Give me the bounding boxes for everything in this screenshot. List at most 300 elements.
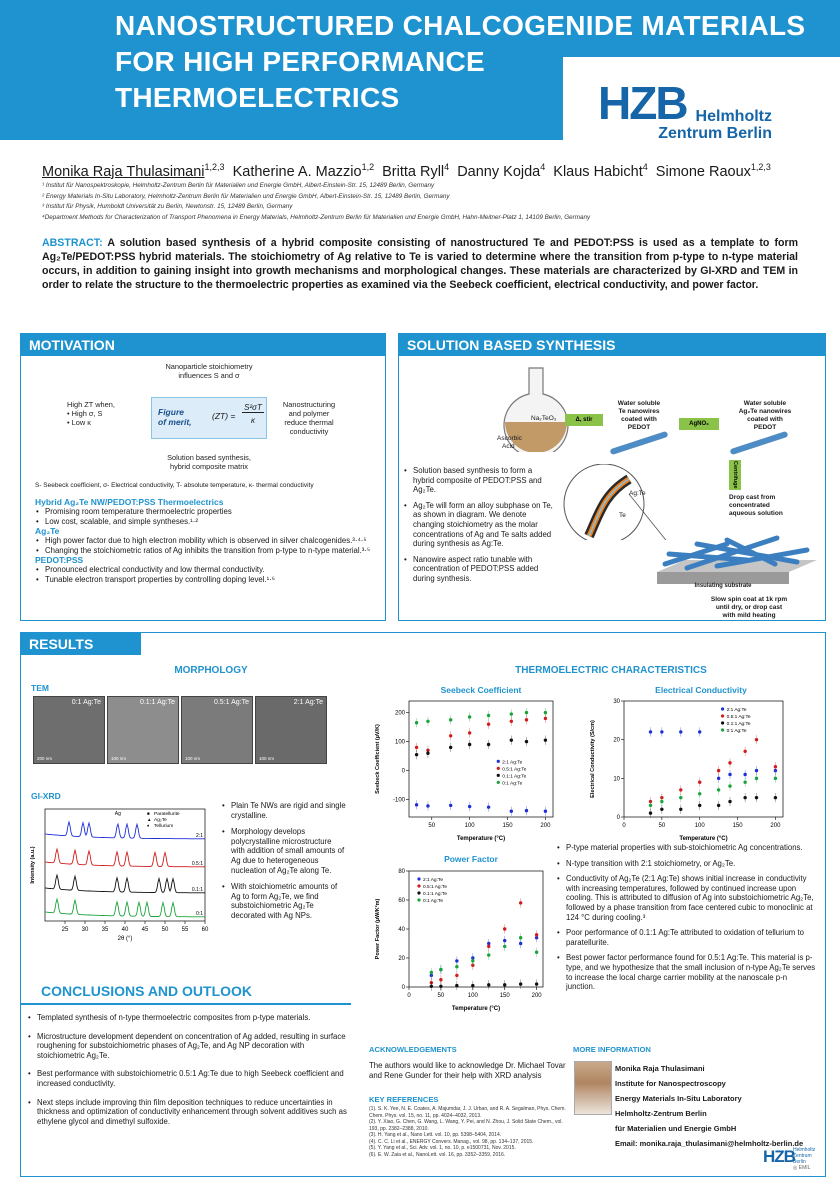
data-point: [679, 730, 682, 733]
abstract-label: ABSTRACT:: [42, 237, 103, 249]
data-point: [535, 982, 538, 985]
legend-marker: [721, 707, 724, 710]
data-point: [487, 714, 490, 717]
label-line: Ag₂Te nanowires: [738, 408, 792, 415]
data-point: [743, 750, 746, 753]
y-tick-label: 80: [398, 869, 405, 875]
data-point: [525, 711, 528, 714]
author: [382, 164, 449, 180]
nanostructuring-label: [269, 400, 349, 436]
data-point: [544, 738, 547, 741]
affiliation: ¹ Institut für Nanospektroskopie, Helmholtz-Zentrum Berlin für Materialien und Energie GmbH, Albert-Einstein-Str. 15, 12489 Berlin, Germany: [42, 182, 435, 189]
conclusions-divider: [21, 1003, 351, 1005]
bullet: • Nanowire aspect ratio tunable with concentration of PEDOT:PSS added during synthesis.: [403, 555, 553, 584]
substrate-label: Insulating substrate: [694, 583, 752, 589]
author-name: Britta Ryll: [382, 163, 445, 180]
label-line: coated with: [621, 416, 657, 423]
title-line-2: FOR HIGH PERFORMANCE: [115, 46, 485, 77]
data-point: [728, 761, 731, 764]
x-axis-label: Temperature (°C): [679, 836, 728, 842]
tem-scale: 100 nm: [111, 756, 127, 761]
synthesis-panel: [398, 333, 826, 621]
bullet-list: [35, 565, 380, 584]
bullet: • Changing the stoichiometric ratios of Ag inhibits the transition from p-type to n-type material.³·⁵: [35, 546, 380, 556]
label-line: ◎ EMIL: [793, 1165, 811, 1171]
data-point: [439, 985, 442, 988]
legend-label: 0:1 Ag:Te: [423, 899, 444, 904]
legend-label: 0:1 Ag:Te: [502, 781, 523, 787]
reference: (1). S. K. Yee, N. E. Coates, A. Majumdar, J. J. Urban, and R. A. Segalman, Phys. Chem. Chem. Phys. vol. 15, no. 11, pp. 4024–4032, 2013.: [369, 1106, 566, 1119]
data-point: [717, 788, 720, 791]
contact-line: für Materialien und Energie GmbH: [615, 1124, 737, 1133]
label-line: Water soluble: [617, 400, 661, 407]
y-tick-label: 0: [401, 985, 405, 991]
data-point: [468, 743, 471, 746]
data-point: [743, 773, 746, 776]
label-line: and polymer: [288, 409, 330, 418]
xrd-trace: [45, 849, 205, 867]
abstract-text: A solution based synthesis of a hybrid composite consisting of nanostructured Te and PEDOT:PSS is used as a template to form Ag₂Te/PEDOT:PSS hybrid materials. The stoichiometry of Ag relative to Te is varied to determine where the transition from p-type to n-type material occurs, in addition to gaining insight into growth mechanisms and morphological changes. These materials are characterized by GI-XRD and TEM in order to relate the structure to the thermoelectric properties as examined via the Seebeck coefficient, electrical conductivity, and power factor.: [42, 237, 798, 291]
legend-marker: [417, 877, 420, 880]
x-axis-label: 2θ (°): [117, 936, 133, 942]
data-point: [649, 811, 652, 814]
formula-denominator: κ: [251, 416, 255, 425]
y-axis-label: Electrical Conductivity (S/cm): [590, 720, 596, 798]
trace-label: 0:1: [196, 911, 203, 917]
data-point: [755, 777, 758, 780]
label-line: conductivity: [289, 427, 329, 436]
data-point: [471, 959, 474, 962]
conclusions-title: CONCLUSIONS AND OUTLOOK: [41, 983, 253, 999]
figure-of-merit-label: [158, 407, 192, 427]
references-title: KEY REFERENCES: [369, 1095, 439, 1104]
bullet: • With stoichiometric amounts of Ag to form Ag₂Te, we find substoichiometric Ag₂Te decorated with Ag NPs.: [221, 882, 346, 920]
label-line: PEDOT: [753, 424, 777, 431]
data-point: [415, 753, 418, 756]
data-point: [426, 720, 429, 723]
footer-logo-mark: HZB: [763, 1147, 795, 1166]
high-zt-label: [67, 400, 147, 427]
data-point: [449, 804, 452, 807]
motivation-title: MOTIVATION: [21, 334, 385, 356]
y-axis-label: Seebeck Coefficient (µV/K): [375, 724, 381, 794]
data-point: [755, 769, 758, 772]
x-tick-label: 35: [101, 927, 109, 933]
data-point: [503, 945, 506, 948]
data-point: [487, 723, 490, 726]
bullet: • P-type material properties with sub-stoichiometric Ag concentrations.: [556, 843, 818, 853]
data-point: [426, 804, 429, 807]
author-name: Danny Kojda: [457, 163, 541, 180]
data-point: [487, 805, 490, 808]
legend-label: 0.5:1 Ag:Te: [726, 715, 751, 720]
data-point: [679, 796, 682, 799]
author: [553, 164, 647, 180]
bullet: • Best performance with substoichiometric 0.5:1 Ag:Te due to high Seebeck coefficient and increased conductivity.: [27, 1069, 349, 1088]
legend-label: 0.5:1 Ag:Te: [423, 885, 448, 890]
data-point: [717, 769, 720, 772]
data-point: [525, 740, 528, 743]
data-point: [468, 731, 471, 734]
legend-label: 2:1 Ag:Te: [726, 708, 747, 713]
legend-marker: ■: [147, 811, 150, 816]
data-point: [455, 974, 458, 977]
synthesis-bullets: [403, 466, 553, 584]
results-panel: [20, 632, 826, 1177]
bullet: • Ag₂Te will form an alloy subphase on Te, as shown in diagram. We denote changing stoichiometry as the molar concentrations of Ag and Te salts added during synthesis as Ag:Te.: [403, 501, 553, 549]
spin-coat-label: [679, 596, 819, 620]
contact-line: Institute for Nanospectroscopy: [615, 1079, 726, 1088]
contact-email[interactable]: Email: monika.raja_thulasimani@helmholtz-berlin.de: [615, 1139, 804, 1148]
thermo-heading: THERMOELECTRIC CHARACTERISTICS: [515, 665, 707, 676]
data-point: [717, 777, 720, 780]
legend-marker: [417, 884, 420, 887]
centrifuge-arrow: Centrifuge: [729, 460, 741, 490]
motivation-sections: [35, 497, 380, 585]
tem-label: TEM: [31, 683, 49, 693]
data-point: [449, 734, 452, 737]
tem-image: [181, 696, 253, 764]
tem-scale: 200 nm: [37, 756, 53, 761]
hzb-logo-mark: HZB: [598, 77, 687, 129]
gixrd-label: GI-XRD: [31, 791, 61, 801]
author-list: [42, 162, 822, 180]
alloy-label-agte: Ag:Te: [629, 490, 646, 497]
powerfactor-title: Power Factor: [444, 854, 498, 864]
author-affil: 1,2: [361, 162, 375, 172]
x-tick-label: 200: [540, 823, 551, 829]
flask-label-acid-2: Acid: [502, 443, 515, 450]
conclusions-bullets: [27, 1013, 349, 1126]
data-point: [519, 982, 522, 985]
legend-marker: [417, 891, 420, 894]
x-tick-label: 50: [437, 993, 445, 999]
tem-image: [33, 696, 105, 764]
bullet: • Solution based synthesis to form a hybrid composite of PEDOT:PSS and Ag₂Te.: [403, 466, 553, 495]
contact-info: [615, 1061, 825, 1151]
data-point: [510, 720, 513, 723]
conductivity-title: Electrical Conductivity: [655, 685, 747, 695]
y-tick-label: 20: [613, 737, 620, 744]
xrd-trace: [45, 822, 205, 839]
x-tick-label: 30: [81, 927, 89, 933]
ag2te-nanowires-label: [725, 400, 805, 432]
data-point: [544, 810, 547, 813]
label-line: reduce thermal: [284, 418, 334, 427]
y-tick-label: 10: [613, 776, 620, 783]
data-point: [503, 983, 506, 986]
legend-label: 0.1:1 Ag:Te: [423, 892, 448, 897]
label-line: PEDOT: [627, 424, 651, 431]
data-point: [660, 730, 663, 733]
affiliation: ³ Institut für Physik, Humboldt Universität zu Berlin, Newtonstr. 15, 12489 Berlin, Germany: [42, 203, 293, 210]
label-line: Nanostructuring: [282, 400, 336, 409]
data-point: [503, 927, 506, 930]
bullet: • Templated synthesis of n-type thermoelectric composites from p-type materials.: [27, 1013, 349, 1023]
y-axis-label: Power Factor (µW/K²m): [375, 898, 381, 960]
reference: (3). H. Yang et al., Nano Lett. vol. 10, pp. 5398–5404, 2014.: [369, 1132, 502, 1138]
x-axis-label: Temperature (°C): [451, 1006, 501, 1012]
data-point: [728, 773, 731, 776]
data-point: [728, 800, 731, 803]
x-tick-label: 50: [658, 823, 666, 829]
bullet: • Tunable electron transport properties by controlling doping level.¹·⁶: [35, 575, 380, 585]
bullet-list: [35, 536, 380, 555]
synthesis-label: [139, 453, 279, 471]
ag2te-nanowire-icon: [730, 431, 789, 455]
data-point: [660, 800, 663, 803]
x-tick-label: 150: [732, 823, 743, 829]
author: [656, 164, 771, 180]
bullet: • Low cost, scalable, and simple syntheses.¹·²: [35, 517, 380, 527]
motivation-panel: [20, 333, 386, 621]
data-point: [487, 953, 490, 956]
x-axis-label: Temperature (°C): [456, 836, 506, 842]
title-line-3: THERMOELECTRICS: [115, 82, 400, 113]
y-tick-label: 200: [394, 710, 405, 717]
data-point: [519, 936, 522, 939]
label-line: concentrated: [729, 502, 770, 509]
data-point: [415, 746, 418, 749]
author-affil: 4: [444, 162, 450, 172]
data-point: [755, 738, 758, 741]
x-tick-label: 0: [407, 993, 411, 999]
data-point: [774, 777, 777, 780]
section-heading: PEDOT:PSS: [35, 555, 84, 566]
x-tick-label: 50: [428, 823, 436, 829]
powerfactor-chart: [371, 865, 551, 1013]
legend-label: 2:1 Ag:Te: [502, 760, 523, 766]
x-tick-label: 40: [121, 927, 129, 933]
flask-label-acid-1: Ascorbic: [497, 435, 522, 442]
x-tick-label: 100: [467, 993, 478, 999]
seebeck-title: Seebeck Coefficient: [440, 685, 522, 695]
plot-frame: [45, 809, 205, 921]
tem-image: [255, 696, 327, 764]
data-point: [510, 738, 513, 741]
legend-marker: [497, 760, 500, 763]
legend-marker: [497, 774, 500, 777]
data-point: [774, 765, 777, 768]
legend-label: 2:1 Ag:Te: [423, 878, 444, 883]
data-point: [415, 721, 418, 724]
data-point: [449, 746, 452, 749]
affiliation: ⁴Department Methods for Characterization of Transport Phenomena in Energy Materials, Helmholtz-Zentrum Berlin für Materialien und Energie GmbH, Hahn-Meitner-Platz 1, 14109 Berlin, Germany: [42, 213, 591, 221]
data-point: [455, 965, 458, 968]
data-point: [415, 803, 418, 806]
data-point: [449, 718, 452, 721]
tem-scale: 100 nm: [259, 756, 275, 761]
y-axis-label: Intensity (a.u.): [30, 846, 36, 884]
xrd-trace: [45, 875, 205, 893]
data-point: [430, 985, 433, 988]
acknowledgements-title: ACKNOWLEDGEMENTS: [369, 1045, 457, 1054]
label-line: Solution based synthesis,: [167, 453, 251, 462]
x-tick-label: 50: [161, 927, 169, 933]
more-info-title: MORE INFORMATION: [573, 1045, 651, 1054]
data-point: [728, 784, 731, 787]
label-line: Figure: [158, 407, 184, 417]
variable-legend: S- Seebeck coefficient, σ- Electrical conductivity, T- absolute temperature, κ- thermal conductivity: [35, 482, 314, 489]
label-line: aqueous solution: [729, 510, 783, 517]
peak-label: Ag: [114, 811, 121, 817]
y-tick-label: 60: [398, 898, 405, 904]
label-line: Drop cast from: [729, 494, 776, 501]
logo-name-line-1: Helmholtz: [695, 108, 772, 125]
bullet: • Microstructure development dependent on concentration of Ag added, resulting in surface roughening for substoichiometric phases of Ag₂Te, and Ag NP decoration with stoichiometric Ag₂Te.: [27, 1032, 349, 1061]
x-tick-label: 100: [694, 823, 705, 829]
label-line: Water soluble: [743, 400, 787, 407]
author: [42, 164, 225, 180]
label-line: with mild heating: [722, 612, 776, 619]
bullet: • Best power factor performance found for 0.5:1 Ag:Te. This material is p-type, and we hypothesize that the small inclusion of n-type Ag₂Te serves to increase the local charge carrier mobility at the nanoscale p-n junction.: [556, 953, 818, 991]
footer-logo: [763, 1145, 823, 1173]
data-point: [755, 796, 758, 799]
data-point: [698, 781, 701, 784]
label-line: coated with: [747, 416, 783, 423]
data-point: [510, 712, 513, 715]
legend-marker: [721, 714, 724, 717]
reference: (4). C. C. Li et al., ENERGY Convers. Manag., vol. 98, pp. 134–137, 2015.: [369, 1138, 534, 1145]
bullet: • N-type transition with 2:1 stoichiometry, or Ag₂Te.: [556, 859, 818, 869]
legend-marker: [497, 781, 500, 784]
author: [233, 164, 374, 180]
footer-logo-name: [793, 1147, 823, 1171]
data-point: [679, 808, 682, 811]
x-tick-label: 60: [201, 927, 209, 933]
alloy-label-te: Te: [619, 512, 626, 519]
data-point: [426, 752, 429, 755]
bullet: • Morphology develops polycrystalline microstructure with addition of small amounts of Ag due to heterogeneous nucleation of Ag₂Te along Te.: [221, 827, 346, 875]
label-line: Zentrum Berlin: [793, 1153, 812, 1165]
data-point: [649, 804, 652, 807]
author-name: Katherine A. Mazzio: [232, 163, 362, 180]
author-name: Klaus Habicht: [553, 163, 643, 180]
author-affil: 4: [642, 162, 648, 172]
contact-line: Helmholtz-Zentrum Berlin: [615, 1109, 707, 1118]
data-point: [649, 730, 652, 733]
flask-label-salt: Na₂TeO₃: [531, 415, 557, 422]
data-point: [698, 730, 701, 733]
data-point: [535, 951, 538, 954]
trace-label: 0.1:1: [191, 887, 203, 893]
data-point: [439, 968, 442, 971]
tem-caption: 0:1 Ag:Te: [71, 699, 101, 706]
logo-name-line-2: Zentrum Berlin: [658, 125, 772, 142]
y-tick-label: 0: [401, 768, 405, 775]
x-tick-label: 200: [531, 993, 542, 999]
reference-list: [369, 1106, 569, 1158]
morphology-heading: MORPHOLOGY: [174, 665, 248, 676]
hzb-logo-name: [658, 108, 772, 142]
bullet: • Promising room temperature thermoelectric properties: [35, 507, 380, 517]
data-point: [660, 808, 663, 811]
plot-frame: [624, 701, 783, 817]
data-point: [439, 978, 442, 981]
data-point: [774, 796, 777, 799]
stoichiometry-label: [139, 362, 279, 380]
y-tick-label: 20: [398, 956, 405, 962]
label-line: influences S and σ: [178, 371, 240, 380]
label-line: • Low κ: [67, 418, 91, 427]
affiliation: ² Energy Materials In-Situ Laboratory, Helmholtz-Zentrum Berlin für Materialien und Energie GmbH, Albert-Einstein-Str. 15, 12489 Berlin, Germany: [42, 192, 450, 200]
y-tick-label: 40: [398, 927, 405, 933]
y-tick-label: 30: [613, 699, 620, 705]
data-point: [743, 796, 746, 799]
x-tick-label: 25: [61, 927, 69, 933]
data-point: [525, 809, 528, 812]
tem-scale: 100 nm: [185, 756, 201, 761]
author-affil: 4: [540, 162, 546, 172]
legend-label: 0.1:1 Ag:Te: [726, 722, 751, 727]
legend-marker: ♦: [147, 823, 150, 828]
label-line: • High σ, S: [67, 409, 103, 418]
data-point: [468, 715, 471, 718]
legend-label: 0:1 Ag:Te: [726, 729, 747, 734]
author-affil: 1,2,3: [204, 162, 225, 172]
affiliation-list: [42, 181, 822, 223]
author-name: Simone Raoux: [655, 163, 751, 180]
bullet: • Plain Te NWs are rigid and single crystalline.: [221, 801, 346, 820]
legend-label: Paratellurite: [154, 812, 180, 817]
label-line: until dry, or drop cast: [715, 604, 783, 611]
data-point: [519, 901, 522, 904]
label-line: Slow spin coat at 1k rpm: [710, 596, 788, 603]
author: [457, 164, 545, 180]
legend-marker: ▲: [147, 817, 152, 822]
data-point: [430, 971, 433, 974]
data-point: [544, 711, 547, 714]
xrd-trace: [45, 899, 205, 917]
gixrd-chart: [27, 801, 219, 949]
data-point: [743, 781, 746, 784]
x-tick-label: 200: [770, 823, 781, 829]
author-name: Monika Raja Thulasimani: [42, 163, 205, 180]
nanowire-film-icon: [657, 514, 817, 588]
trace-label: 0.5:1: [191, 861, 203, 867]
reference: (6). E. W. Zaia et al., NanoLett. vol. 16, pp. 3352–3359, 2016.: [369, 1151, 506, 1158]
legend-label: 0.5:1 Ag:Te: [502, 767, 527, 773]
y-tick-label: -100: [392, 797, 405, 804]
thermo-bullets: [556, 843, 818, 992]
data-point: [471, 984, 474, 987]
tem-caption: 2:1 Ag:Te: [293, 699, 323, 706]
trace-label: 2:1: [196, 833, 203, 839]
legend-label: Ag₂Te: [154, 818, 167, 823]
bullet-list: [35, 507, 380, 526]
results-title: RESULTS: [21, 633, 141, 655]
y-tick-label: 0: [616, 815, 620, 821]
seebeck-chart: [371, 695, 561, 843]
data-point: [487, 983, 490, 986]
synthesis-title: SOLUTION BASED SYNTHESIS: [399, 334, 825, 356]
data-point: [535, 933, 538, 936]
morphology-bullets: [221, 801, 346, 921]
data-point: [468, 805, 471, 808]
x-tick-label: 150: [499, 993, 510, 999]
hzb-logo: [598, 77, 798, 142]
legend-marker: [497, 767, 500, 770]
label-line: Helmholtz: [793, 1147, 816, 1153]
conductivity-chart: [586, 695, 791, 843]
section-heading: Ag₂Te: [35, 526, 60, 537]
x-tick-label: 45: [141, 927, 149, 933]
label-line: of merit,: [158, 417, 192, 427]
heat-stir-arrow: Δ, stir: [565, 414, 603, 426]
x-tick-label: 150: [502, 823, 513, 829]
title-line-1: NANOSTRUCTURED CHALCOGENIDE MATERIALS: [115, 10, 806, 41]
tem-caption: 0.5:1 Ag:Te: [213, 699, 249, 706]
